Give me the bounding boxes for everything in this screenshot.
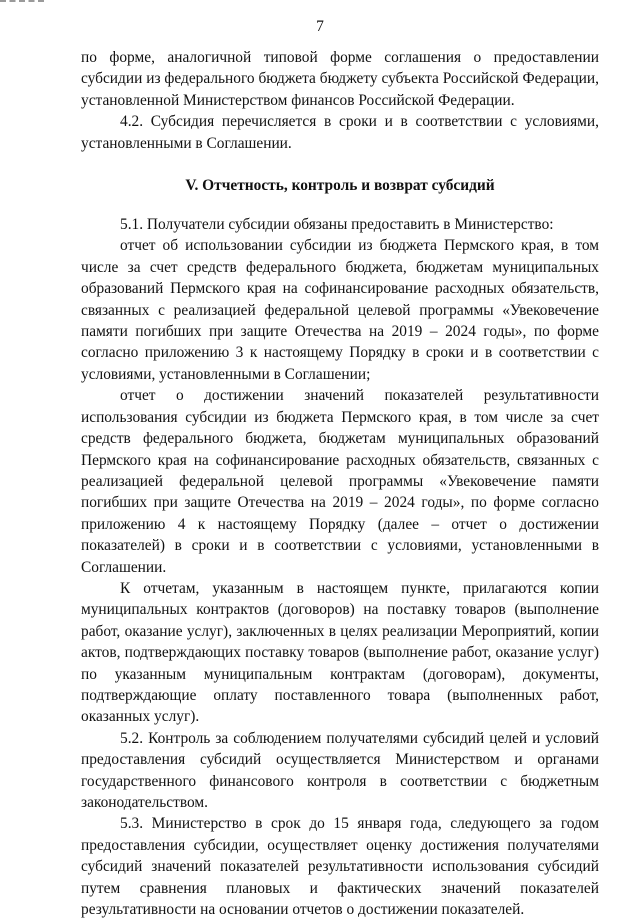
paragraph-continuation: по форме, аналогичной типовой форме соглашения о предоставлении субсидии из федерального бюджета бюджету субъекта Российской Федерации, установленной Министерством финансов Российской Федерации. xyxy=(81,49,599,109)
document-body xyxy=(81,47,599,920)
paragraph-5-1-attachments: К отчетам, указанным в настоящем пункте, прилагаются копии муниципальных контрактов (договоров) на поставку товаров (выполнение работ, оказание услуг), заключенных в целях реализации Мероприятий, копии актов, подтверждающих поставку товаров (выполнение работ, оказание услуг) по указанным муниципальным контрактам (договорам), документы, подтверждающие оплату поставленного товара (выполненных работ, оказанных услуг). xyxy=(81,579,599,726)
paragraph-5-1: 5.1. Получатели субсидии обязаны предоставить в Министерство: xyxy=(120,216,554,234)
paragraph-5-1-report-usage: отчет об использовании субсидии из бюджета Пермского края, в том числе за счет средств федерального бюджета, бюджетам муниципальных образований Пермского края на софинансирование расходных обязательств, связанных с реализацией федеральной целевой программы «Увековечение памяти погибших при защите Отечества на 2019 – 2024 годы», по форме согласно приложению 3 к настоящему Порядку в сроки и в соответствии с условиями, установленными в Соглашении; xyxy=(81,237,599,383)
paragraph-5-1-report-indicators: отчет о достижении значений показателей результативности использования субсидии из бюджета Пермского края, в том числе за счет средств федерального бюджета, бюджетам муниципальных образований Пермского края на софинансирование расходных обязательств, связанных с реализацией федеральной целевой программы «Увековечение памяти погибших при защите Отечества на 2019 – 2024 годы», по форме согласно приложению 4 к настоящему Порядку (далее – отчет о достижении показателей) в сроки и в соответствии с условиями, установленными в Соглашении. xyxy=(81,387,599,576)
scan-artifact-mark xyxy=(0,0,44,8)
paragraph-5-3: 5.3. Министерство в срок до 15 января года, следующего за годом предоставления субсидии, осуществляет оценку достижения получателями субсидий значений показателей результативности использования субсидий путем сравнения плановых и фактических значений показателей результативности на основании отчетов о достижении показателей. xyxy=(81,815,599,919)
section-title: V. Отчетность, контроль и возврат субсидий xyxy=(185,177,495,195)
paragraph-4-2: 4.2. Субсидия перечисляется в сроки и в соответствии с условиями, установленными в Соглашении. xyxy=(81,113,599,152)
page-number: 7 xyxy=(316,18,324,35)
paragraph-5-2: 5.2. Контроль за соблюдением получателями субсидий целей и условий предоставления субсидий осуществляется Министерством и органами государственного финансового контроля в соответствии с бюджетным законодательством. xyxy=(81,729,599,811)
